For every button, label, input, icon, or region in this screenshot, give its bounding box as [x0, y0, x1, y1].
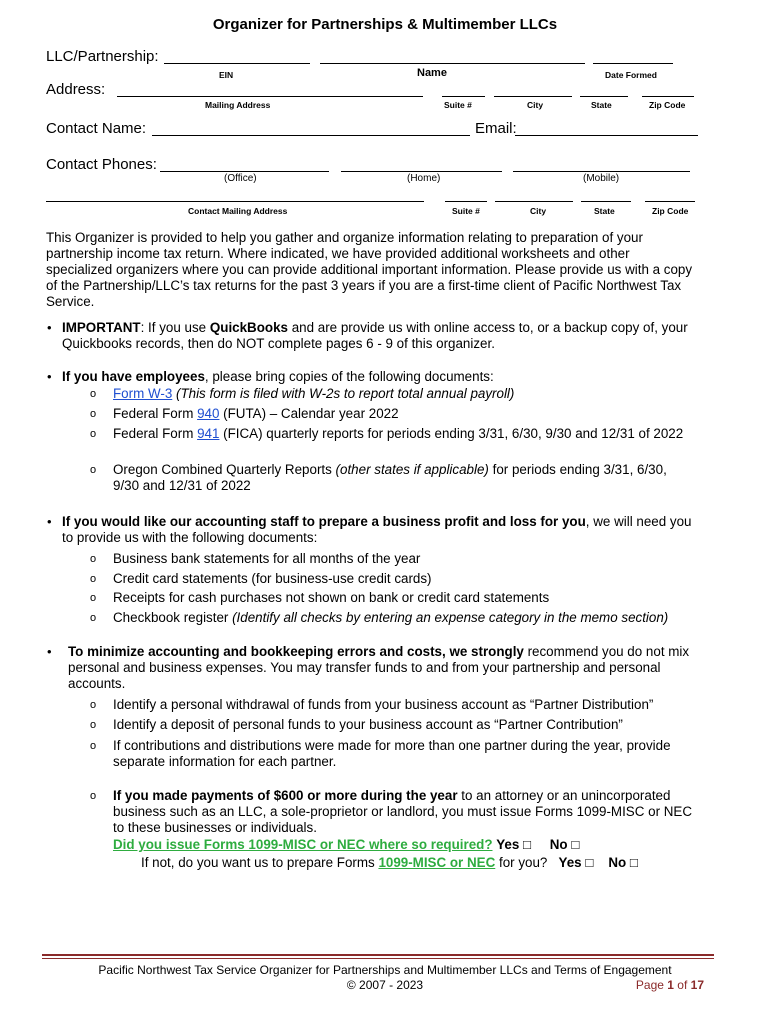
office-phone-field[interactable]: [160, 171, 329, 172]
employees-heading: If you have employees, please bring copies of the following documents:: [62, 369, 494, 384]
checkbook-item: Checkbook register (Identify all checks by entering an expense category in the memo section): [113, 610, 669, 625]
contact-suite-caption: Suite #: [452, 206, 480, 216]
footer-divider: [42, 958, 714, 959]
intro-paragraph: This Organizer is provided to help you gather and organize information relating to preparation of your partnership income tax return. Where indicated, we have provided additional worksheets and other specialized organizers where you can provide additional important information. Please provide us with a copy of the Partnership/LLC’s tax returns for the past 3 years if you are a first-time client of Pacific Northwest Tax Service.: [46, 230, 693, 309]
mailing-address-caption: Mailing Address: [205, 100, 271, 110]
footer-copyright: © 2007 - 2023: [346, 978, 424, 992]
contact-mailing-address-field[interactable]: [46, 201, 424, 202]
form-w3-item: Form W-3 (This form is filed with W-2s to report total annual payroll): [113, 386, 515, 401]
bullet-icon: •: [47, 514, 52, 529]
suite-caption: Suite #: [444, 100, 472, 110]
suite-field[interactable]: [442, 96, 485, 97]
oregon-item: Oregon Combined Quarterly Reports (other states if applicable) for periods ending 3/31, 6/30, 9/30 and 12/31 of 2022: [113, 462, 667, 493]
ein-caption: EIN: [219, 70, 234, 80]
list-item: Receipts for cash purchases not shown on bank or credit card statements: [113, 590, 550, 605]
city-field[interactable]: [494, 96, 572, 97]
contact-city-caption: City: [530, 206, 547, 216]
no-checkbox[interactable]: No □: [549, 837, 580, 852]
contact-city-field[interactable]: [495, 201, 573, 202]
yes-checkbox[interactable]: Yes □: [496, 837, 532, 852]
issue-1099-link[interactable]: Did you issue Forms 1099-MISC or NEC where so required?: [113, 837, 493, 852]
mobile-phone-field[interactable]: [513, 171, 690, 172]
name-field[interactable]: [320, 63, 585, 64]
city-caption: City: [527, 100, 544, 110]
contact-zip-field[interactable]: [645, 201, 695, 202]
mailing-address-field[interactable]: [117, 96, 423, 97]
sub-bullet-icon: o: [90, 592, 97, 604]
contact-phones-label: Contact Phones:: [46, 156, 157, 173]
list-item: Credit card statements (for business-use credit cards): [113, 571, 432, 586]
llc-label: LLC/Partnership:: [46, 48, 159, 65]
yes-checkbox[interactable]: Yes □: [558, 855, 594, 870]
zip-caption: Zip Code: [649, 100, 686, 110]
sub-bullet-icon: o: [90, 388, 97, 400]
contact-mailing-caption: Contact Mailing Address: [188, 206, 288, 216]
sub-bullet-icon: o: [90, 464, 97, 476]
sub-bullet-icon: o: [90, 699, 97, 711]
bullet-icon: •: [47, 369, 52, 384]
date-formed-field[interactable]: [593, 63, 673, 64]
minimize-heading: To minimize accounting and bookkeeping errors and costs, we strongly recommend you do not mix personal and business expenses. You may transfer funds to and from your partnership and personal accounts.: [68, 644, 690, 691]
name-caption: Name: [417, 67, 447, 79]
zip-field[interactable]: [642, 96, 694, 97]
state-field[interactable]: [580, 96, 628, 97]
contact-state-caption: State: [594, 206, 615, 216]
ein-field[interactable]: [164, 63, 310, 64]
prepare-1099-link[interactable]: 1099-MISC or NEC: [378, 855, 496, 870]
important-note: IMPORTANT: If you use QuickBooks and are provide us with online access to, or a backup copy of, your Quickbooks records, then do NOT complete pages 6 - 9 of this organizer.: [62, 320, 688, 351]
office-caption: (Office): [224, 173, 257, 184]
email-field[interactable]: [515, 135, 698, 136]
form-w3-link[interactable]: Form W-3: [113, 386, 173, 401]
page-number: Page 1 of 17: [635, 978, 704, 992]
payments-item: If you made payments of $600 or more during the year to an attorney or an unincorporated business such as an LLC, a sole-proprietor or landlord, you must issue Forms 1099-MISC or NEC to these businesses or individuals.: [113, 788, 693, 835]
footer-text: Pacific Northwest Tax Service Organizer for Partnerships and Multimember LLCs and Terms of Engagement: [98, 963, 672, 977]
sub-bullet-icon: o: [90, 408, 97, 420]
contact-state-field[interactable]: [581, 201, 631, 202]
state-caption: State: [591, 100, 612, 110]
sub-bullet-icon: o: [90, 740, 97, 752]
list-item: Business bank statements for all months of the year: [113, 551, 421, 566]
sub-bullet-icon: o: [90, 719, 97, 731]
sub-bullet-icon: o: [90, 573, 97, 585]
contact-suite-field[interactable]: [445, 201, 487, 202]
form-941-item: Federal Form 941 (FICA) quarterly reports for periods ending 3/31, 6/30, 9/30 and 12/31 of 2022: [113, 426, 684, 441]
page-title: Organizer for Partnerships & Multimember LLCs: [212, 16, 558, 33]
form-941-link[interactable]: 941: [197, 426, 220, 441]
sub-bullet-icon: o: [90, 428, 97, 440]
sub-bullet-icon: o: [90, 553, 97, 565]
list-item: Identify a deposit of personal funds to your business account as “Partner Contribution”: [113, 717, 623, 732]
home-caption: (Home): [407, 173, 441, 184]
bullet-icon: •: [47, 320, 52, 335]
mobile-caption: (Mobile): [583, 173, 620, 184]
email-label: Email:: [475, 120, 517, 137]
contact-name-label: Contact Name:: [46, 120, 147, 137]
contact-zip-caption: Zip Code: [652, 206, 689, 216]
form-940-item: Federal Form 940 (FUTA) – Calendar year 2022: [113, 406, 399, 421]
contact-name-field[interactable]: [152, 135, 470, 136]
home-phone-field[interactable]: [341, 171, 502, 172]
accounting-heading: If you would like our accounting staff to prepare a business profit and loss for you, we will need you to provide us with the following documents:: [62, 514, 692, 545]
date-formed-caption: Date Formed: [605, 70, 657, 80]
list-item: If contributions and distributions were made for more than one partner during the year, provide separate information for each partner.: [113, 738, 671, 769]
address-label: Address:: [46, 81, 106, 98]
form-940-link[interactable]: 940: [197, 406, 220, 421]
bullet-icon: •: [47, 644, 52, 659]
sub-bullet-icon: o: [90, 612, 97, 624]
sub-bullet-icon: o: [90, 790, 97, 802]
prepare-1099-question: If not, do you want us to prepare Forms 1099-MISC or NEC for you? Yes □ No □: [141, 855, 639, 870]
no-checkbox[interactable]: No □: [608, 855, 639, 870]
footer-divider: [42, 954, 714, 956]
list-item: Identify a personal withdrawal of funds from your business account as “Partner Distribution”: [113, 697, 654, 712]
issue-1099-question: [113, 837, 713, 853]
